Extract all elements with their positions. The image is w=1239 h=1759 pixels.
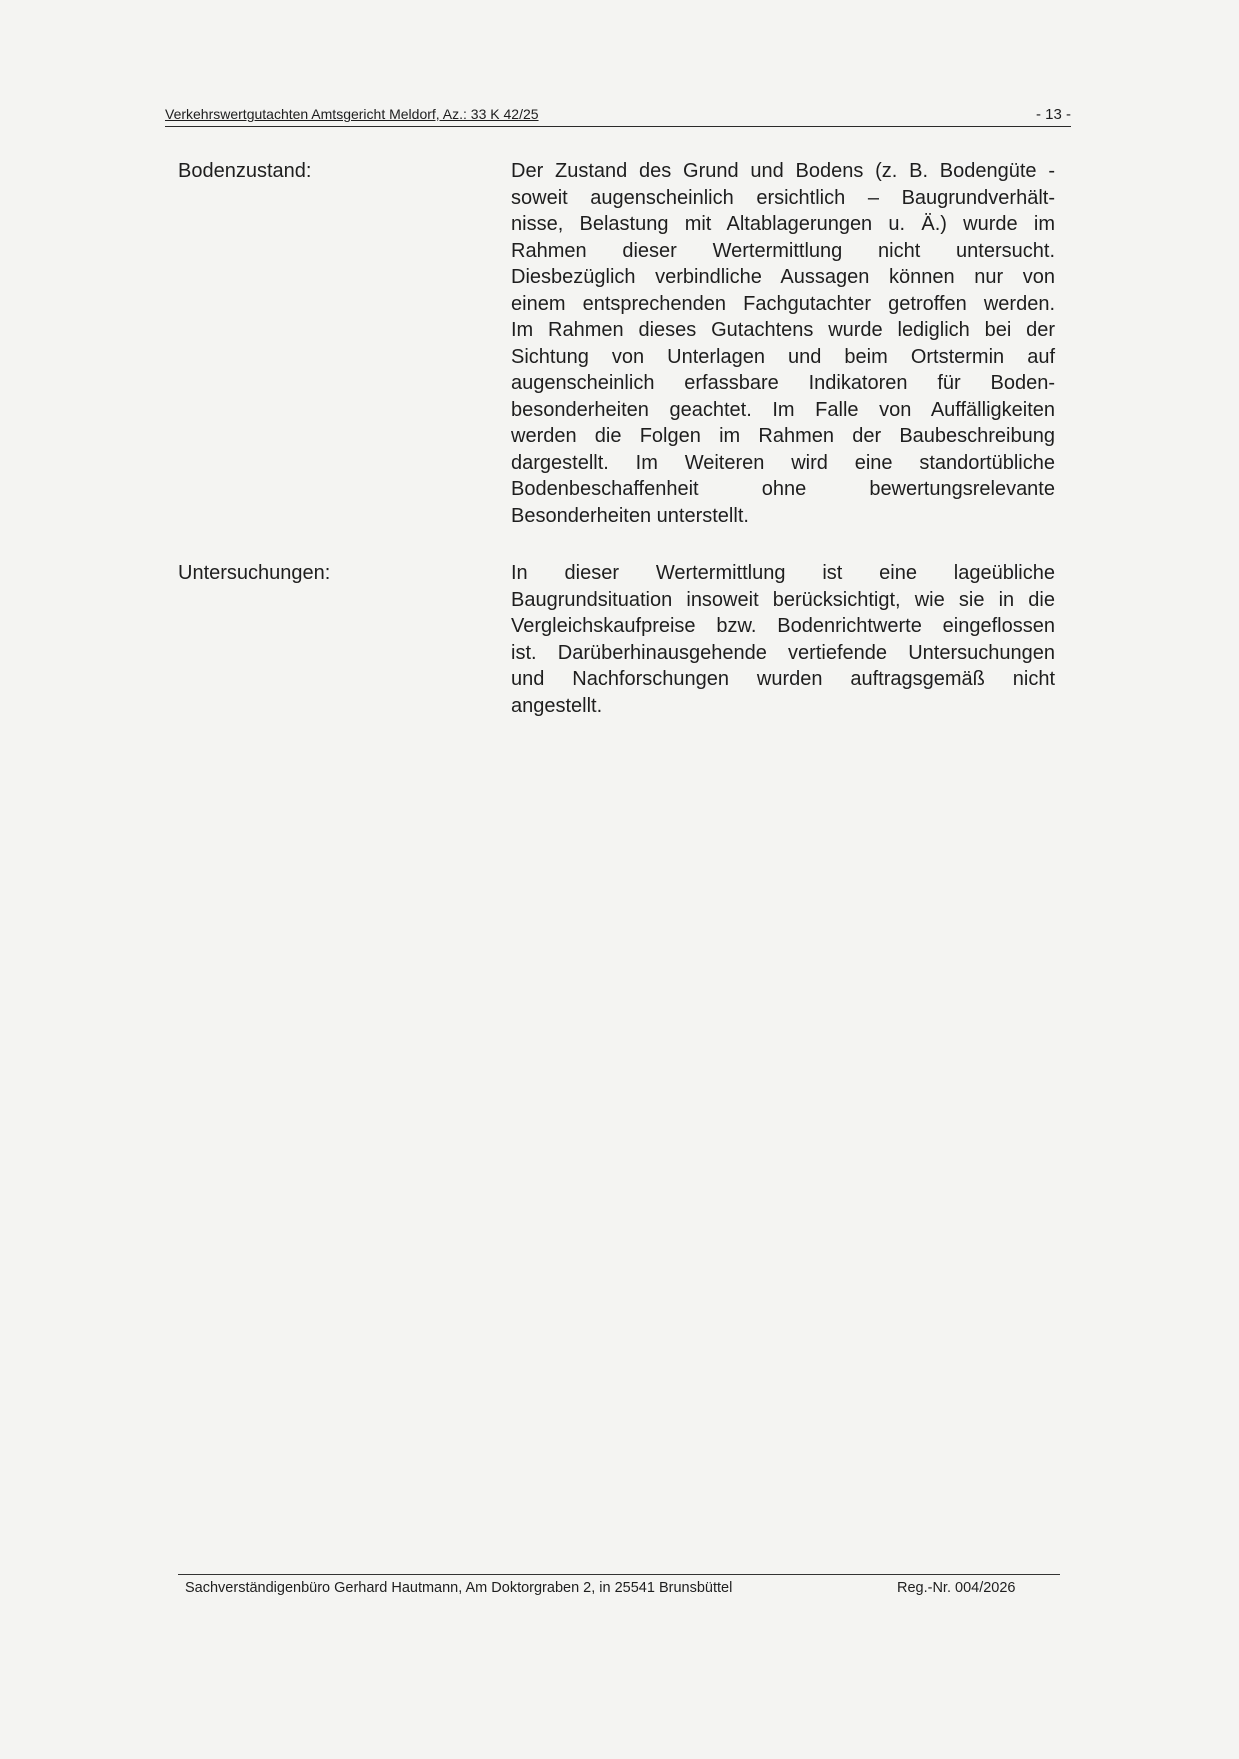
text-line: werden die Folgen im Rahmen der Baubeschreibung <box>511 425 1055 447</box>
text-line: angestellt. <box>511 694 603 717</box>
text-line: Besonderheiten unterstellt. <box>511 504 749 527</box>
text-line: Baugrundsituation insoweit berücksichtigt, wie sie in die <box>511 588 1055 611</box>
section-text <box>511 560 1055 719</box>
text-line: besonderheiten geachtet. Im Falle von Auffälligkeiten <box>511 398 1055 421</box>
registration-number: Reg.-Nr. 004/2026 <box>897 1580 1016 1596</box>
text-line: augenscheinlich erfassbare Indikatoren für Boden- <box>511 372 1055 394</box>
office-address: Sachverständigenbüro Gerhard Hautmann, Am Doktorgraben 2, in 25541 Brunsbüttel <box>185 1580 733 1596</box>
case-reference: Verkehrswertgutachten Amtsgericht Meldorf, Az.: 33 K 42/25 <box>165 106 539 122</box>
page-header <box>165 104 1071 127</box>
text-line: Diesbezüglich verbindliche Aussagen können nur von <box>511 266 1055 288</box>
text-line: Im Rahmen dieses Gutachtens wurde lediglich bei der <box>511 319 1055 341</box>
section-text <box>511 158 1055 529</box>
section-label: Untersuchungen: <box>178 562 331 584</box>
text-line: soweit augenscheinlich ersichtlich – Baugrundverhält- <box>511 186 1055 209</box>
text-line: Der Zustand des Grund und Bodens (z. B. Bodengüte - <box>511 160 1055 182</box>
footer-divider <box>178 1574 1060 1575</box>
section-label: Bodenzustand: <box>178 160 312 182</box>
text-line: dargestellt. Im Weiteren wird eine standortübliche <box>511 451 1055 474</box>
text-line: Bodenbeschaffenheit ohne bewertungsrelevante <box>511 478 1055 500</box>
text-line: ist. Darüberhinausgehende vertiefende Untersuchungen <box>511 641 1055 664</box>
page-number: - 13 - <box>1035 106 1071 123</box>
text-line: Sichtung von Unterlagen und beim Ortstermin auf <box>511 345 1055 368</box>
text-line: und Nachforschungen wurden auftragsgemäß nicht <box>511 668 1055 690</box>
text-line: Vergleichskaufpreise bzw. Bodenrichtwerte eingeflossen <box>511 615 1055 637</box>
text-line: einem entsprechenden Fachgutachter getroffen werden. <box>511 292 1055 315</box>
text-line: nisse, Belastung mit Altablagerungen u. Ä.) wurde im <box>511 213 1055 235</box>
text-line: In dieser Wertermittlung ist eine lageübliche <box>511 562 1055 584</box>
text-line: Rahmen dieser Wertermittlung nicht untersucht. <box>511 239 1055 262</box>
